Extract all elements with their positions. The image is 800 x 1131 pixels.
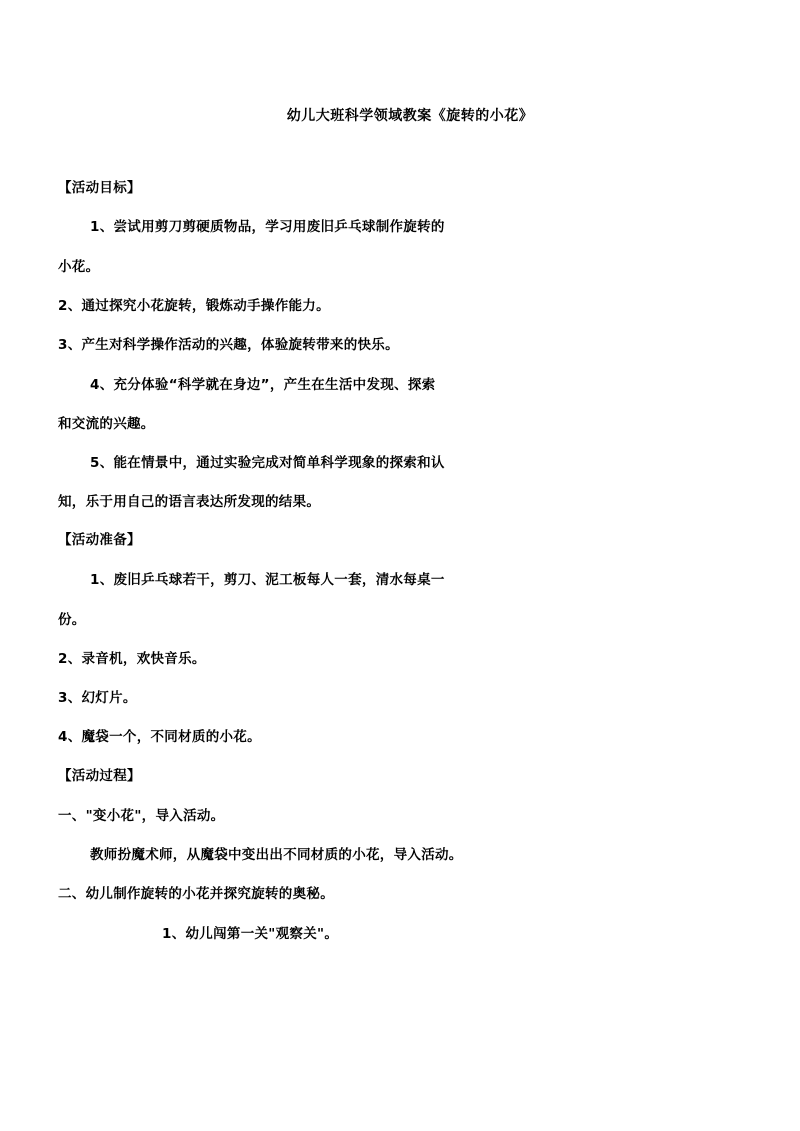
paragraph-line: 份。 — [58, 612, 86, 628]
paragraph-line: 小花。 — [58, 259, 100, 275]
paragraph-line: 1、幼儿闯第一关"观察关"。 — [162, 926, 339, 942]
paragraph-line: 教师扮魔术师，从魔袋中变出出不同材质的小花，导入活动。 — [90, 847, 463, 863]
paragraph-line: 1、尝试用剪刀剪硬质物品，学习用废旧乒乓球制作旋转的 — [90, 219, 445, 235]
section-heading-process: 【活动过程】 — [58, 768, 141, 784]
paragraph-line: 二、幼儿制作旋转的小花并探究旋转的奥秘。 — [58, 886, 334, 902]
section-heading-preparation: 【活动准备】 — [58, 532, 141, 548]
section-heading-goals: 【活动目标】 — [58, 180, 141, 196]
paragraph-line: 1、废旧乒乓球若干，剪刀、泥工板每人一套，清水每桌一 — [90, 572, 445, 588]
paragraph-line: 4、魔袋一个，不同材质的小花。 — [58, 729, 261, 745]
paragraph-line: 4、充分体验“科学就在身边”，产生在生活中发现、探索 — [90, 377, 436, 393]
paragraph-line: 2、通过探究小花旋转，锻炼动手操作能力。 — [58, 298, 330, 314]
paragraph-line: 5、能在情景中，通过实验完成对简单科学现象的探索和认 — [90, 455, 445, 471]
paragraph-line: 3、产生对科学操作活动的兴趣，体验旋转带来的快乐。 — [58, 337, 399, 353]
paragraph-line: 知，乐于用自己的语言表达所发现的结果。 — [58, 494, 321, 510]
paragraph-line: 2、录音机，欢快音乐。 — [58, 651, 206, 667]
paragraph-line: 一、"变小花"，导入活动。 — [58, 808, 225, 824]
paragraph-line: 3、幻灯片。 — [58, 690, 137, 706]
document-title: 幼儿大班科学领域教案《旋转的小花》 — [286, 108, 534, 124]
paragraph-line: 和交流的兴趣。 — [58, 416, 155, 432]
